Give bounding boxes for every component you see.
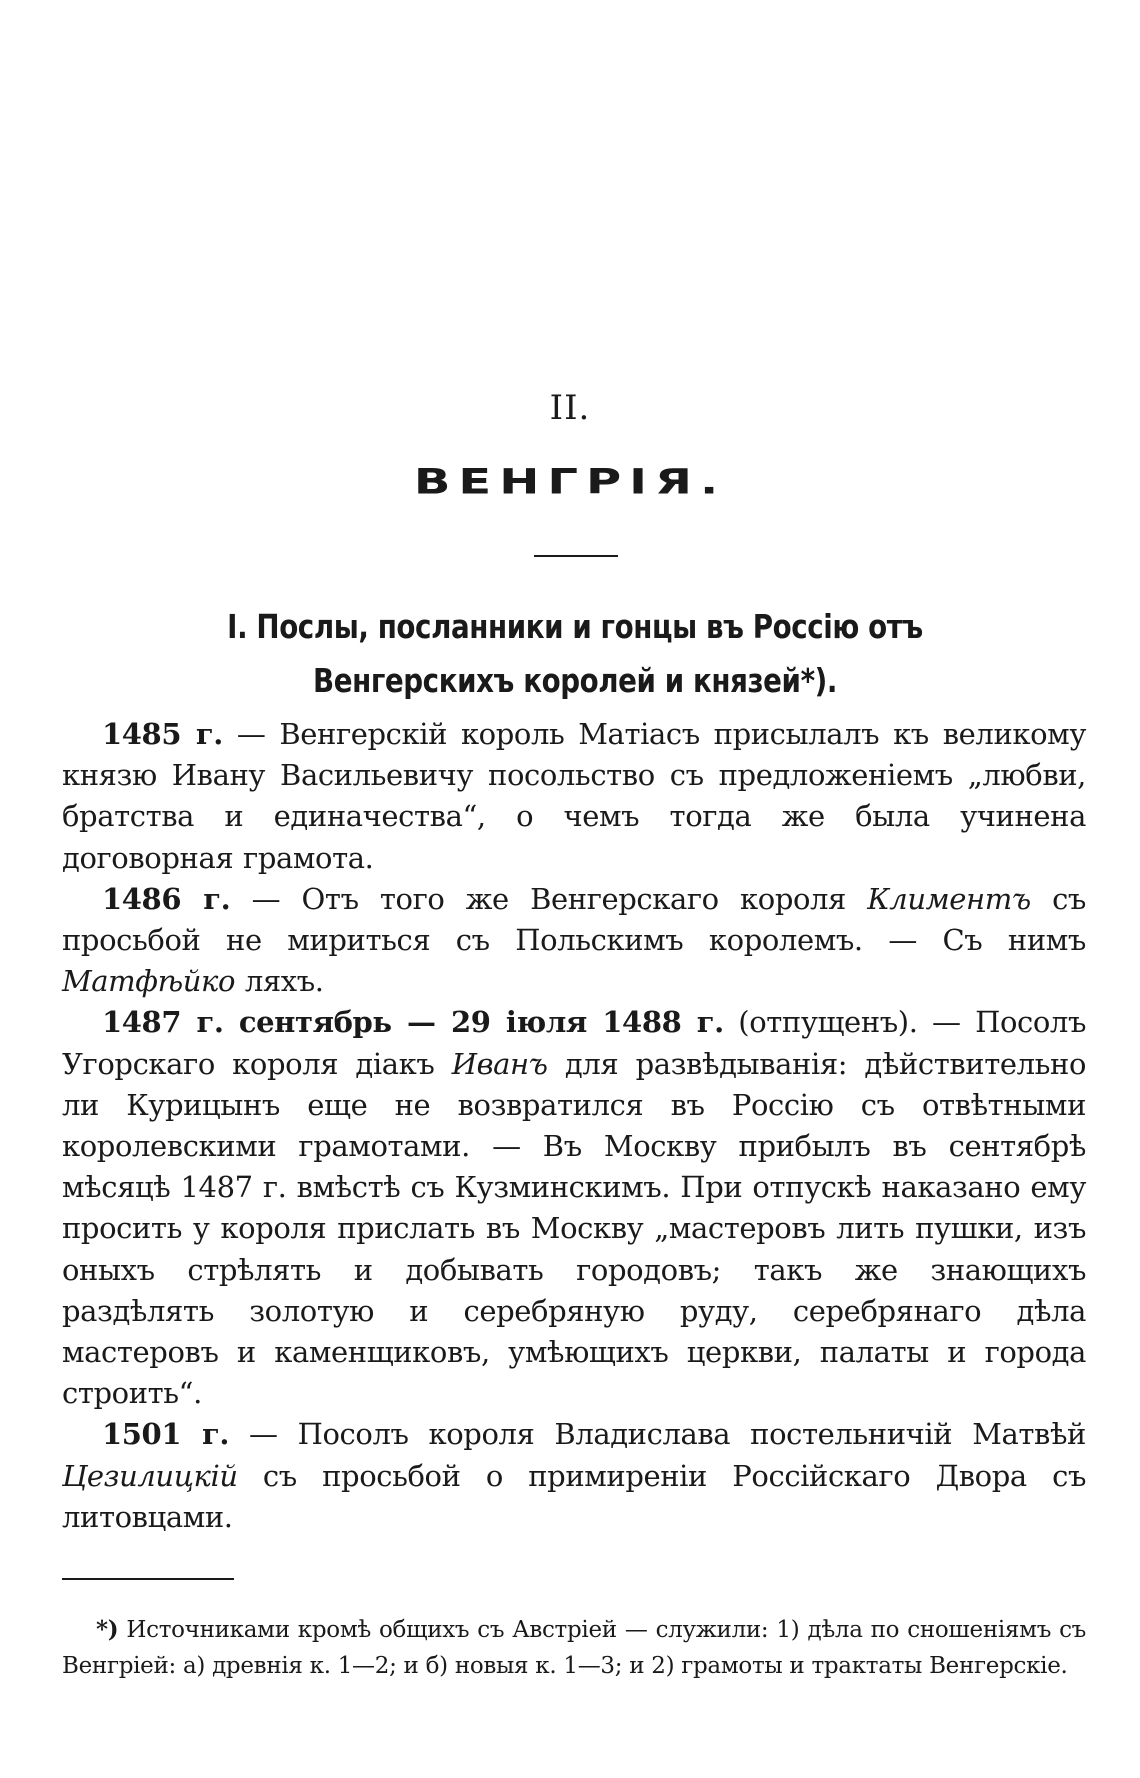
entry-year: 1485 г.: [102, 717, 223, 751]
entry-1501: [62, 1414, 1086, 1538]
entry-text: съ просьбой не мириться съ Польскимъ королемъ. — Съ нимъ: [62, 881, 1086, 958]
person-name: Матфѣйко: [62, 964, 236, 999]
entry-text: — Отъ того же Венгерскаго короля: [230, 881, 868, 916]
entry-text: — Венгерскій король Матіасъ присылалъ къ великому князю Ивану Васильевичу посольство съ предложеніемъ „любви, братства и единачества“, о чемъ тогда же была учинена договорная грамота.: [62, 717, 1086, 875]
person-name: Климентъ: [867, 881, 1031, 916]
entry-text: съ просьбой о примиреніи Россійскаго Двора съ литовцами.: [62, 1458, 1086, 1534]
entry-text: — Посолъ короля Владислава постельничій Матвѣй: [229, 1417, 1086, 1452]
person-name: Цезилицкій: [62, 1458, 238, 1493]
chapter-number: II.: [549, 388, 591, 428]
footnote-mark: *): [96, 1616, 119, 1643]
footnote-divider: [62, 1578, 234, 1580]
entry-text: (отпущенъ). — Посолъ Угорскаго короля діакъ: [62, 1005, 1086, 1081]
entry-1485: [62, 714, 1086, 879]
entry-year: 1487 г. сентябрь — 29 іюля 1488 г.: [102, 1005, 724, 1040]
entry-year: 1486 г.: [102, 881, 231, 916]
footnote-text: Источниками кромѣ общихъ съ Австріей — служили: 1) дѣла по сношеніямъ съ Венгріей: а) древнія к. 1—2; и б) новыя к. 1—3; и 2) грамоты и трактаты Венгерскіе.: [62, 1617, 1086, 1679]
body-text: [62, 714, 1086, 1538]
section-heading: I. Послы, посланники и гонцы въ Россію отъ Венгерскихъ королей и князей*).: [227, 607, 923, 700]
entry-text: ляхъ.: [235, 964, 324, 999]
person-name: Иванъ: [451, 1046, 548, 1081]
footnote: [62, 1612, 1086, 1684]
entry-1487: [62, 1002, 1086, 1414]
entry-text: для развѣдыванія: дѣйствительно ли Курицынъ еще не возвратился въ Россію съ отвѣтными королевскими грамотами. — Въ Москву прибылъ въ сентябрѣ мѣсяцѣ 1487 г. вмѣстѣ съ Кузминскимъ. При отпускѣ наказано ему просить у короля прислать въ Москву „мастеровъ лить пушки, изъ оныхъ стрѣлять и добывать городовъ; такъ же знающихъ раздѣлять золотую и серебряную руду, серебрянаго дѣла мастеровъ и каменщиковъ, умѣющихъ церкви, палаты и города строить“.: [62, 1046, 1087, 1411]
entry-year: 1501 г.: [102, 1417, 230, 1452]
title-divider: [534, 555, 618, 557]
footnote-paragraph: [62, 1612, 1086, 1684]
chapter-title: ВЕНГРІЯ.: [413, 462, 727, 503]
entry-1486: [62, 879, 1086, 1003]
